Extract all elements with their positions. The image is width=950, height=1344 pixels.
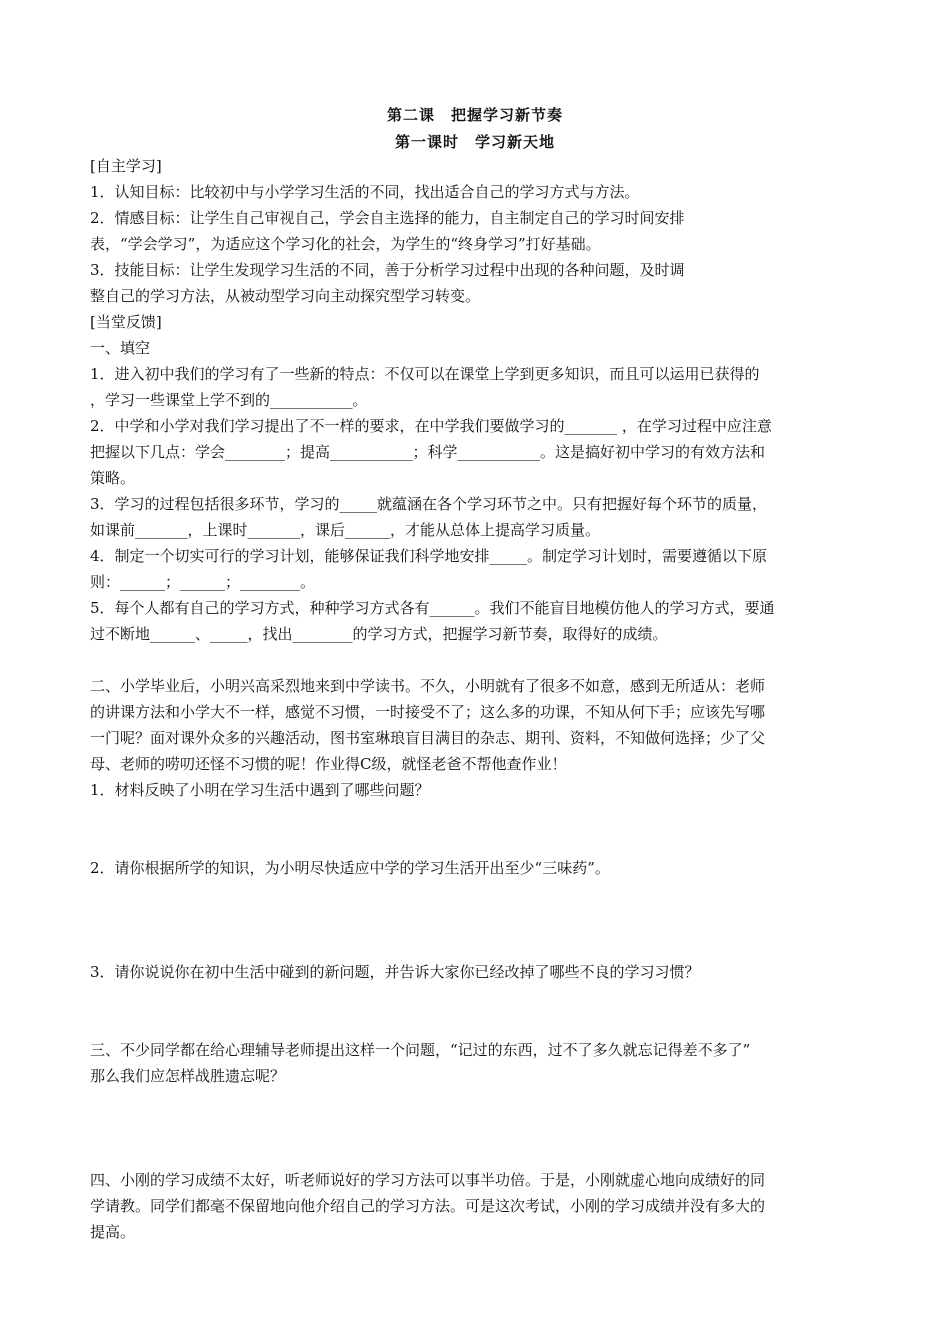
fill-q4: 4．制定一个切实可行的学习计划，能够保证我们科学地安排_____。制定学习计划时，需要遵循以下原 <box>90 547 768 565</box>
goal-cognitive: 1．认知目标：比较初中与小学学习生活的不同，找出适合自己的学习方式与方法。 <box>90 183 640 201</box>
goal-skill-cont: 整自己的学习方法，从被动型学习向主动探究型学习转变。 <box>90 287 481 305</box>
part-two-material-l4: 母、老师的唠叨还怪不习惯的呢！作业得C级，就怪老爸不帮他查作业！ <box>90 755 567 773</box>
fill-q5-cont: 过不断地______、_____，找出________的学习方式，把握学习新节奏，取得好的成绩。 <box>90 625 668 643</box>
fill-q2-end: 策略。 <box>90 469 136 487</box>
part-two-q2: 2．请你根据所学的知识，为小明尽快适应中学的学习生活开出至少“三味药”。 <box>90 859 610 877</box>
part-four-material: 四、小刚的学习成绩不太好，听老师说好的学习方法可以事半功倍。于是，小刚就虚心地向成绩好的同 <box>90 1171 766 1189</box>
fill-q2: 2．中学和小学对我们学习提出了不一样的要求，在中学我们要做学习的_______ ，在学习过程中应注意 <box>90 417 772 435</box>
fill-q5: 5．每个人都有自己的学习方式，种种学习方式各有______。我们不能盲目地模仿他人的学习方式，要通 <box>90 599 775 617</box>
goal-emotional: 2．情感目标：让学生自己审视自己，学会自主选择的能力，自主制定自己的学习时间安排 <box>90 209 685 227</box>
part-three-question-cont: 那么我们应怎样战胜遗忘呢？ <box>90 1067 286 1085</box>
part-four-material-l2: 学请教。同学们都毫不保留地向他介绍自己的学习方法。可是这次考试，小刚的学习成绩并没有多大的 <box>90 1197 766 1215</box>
goal-skill: 3．技能目标：让学生发现学习生活的不同，善于分析学习过程中出现的各种问题，及时调 <box>90 261 685 279</box>
part-two-q1: 1．材料反映了小明在学习生活中遇到了哪些问题？ <box>90 781 430 799</box>
fill-q1: 1．进入初中我们的学习有了一些新的特点：不仅可以在课堂上学到更多知识，而且可以运用已获得的 <box>90 365 760 383</box>
fill-q3: 3．学习的过程包括很多环节，学习的_____就蕴涵在各个学习环节之中。只有把握好每个环节的质量， <box>90 495 768 513</box>
fill-q1-cont: ，学习一些课堂上学不到的___________。 <box>90 391 368 409</box>
fill-q3-cont: 如课前_______，上课时_______，课后______，才能从总体上提高学习质量。 <box>90 521 601 539</box>
part-two-q3: 3．请你说说你在初中生活中碰到的新问题，并告诉大家你已经改掉了哪些不良的学习习惯？ <box>90 963 700 981</box>
section-heading-self-study: [自主学习] <box>90 157 162 175</box>
section-heading-feedback: [当堂反馈] <box>90 313 162 331</box>
fill-q2-cont: 把握以下几点：学会________；提高___________；科学___________。这是搞好初中学习的有效方法和 <box>90 443 766 461</box>
part-four-material-l3: 提高。 <box>90 1223 136 1241</box>
lesson-title: 第二课 把握学习新节奏 <box>386 106 563 124</box>
fill-q4-cont: 则：______；______；________。 <box>90 573 316 591</box>
part-two-material: 二、小学毕业后，小明兴高采烈地来到中学读书。不久，小明就有了很多不如意，感到无所适从：老师 <box>90 677 766 695</box>
part-three-question: 三、不少同学都在给心理辅导老师提出这样一个问题，“记过的东西，过不了多久就忘记得差不多了” <box>90 1041 751 1059</box>
lesson-subtitle: 第一课时 学习新天地 <box>394 133 555 151</box>
goal-emotional-cont: 表，“学会学习”，为适应这个学习化的社会，为学生的“终身学习”打好基础。 <box>90 235 601 253</box>
part-two-material-l2: 的讲课方法和小学大不一样，感觉不习惯，一时接受不了；这么多的功课，不知从何下手；应该先写哪 <box>90 703 766 721</box>
part-two-material-l3: 一门呢？面对课外众多的兴趣活动，图书室琳琅盲目满目的杂志、期刊、资料，不知做何选择；少了父 <box>90 729 766 747</box>
part-one-heading: 一、填空 <box>90 339 151 357</box>
